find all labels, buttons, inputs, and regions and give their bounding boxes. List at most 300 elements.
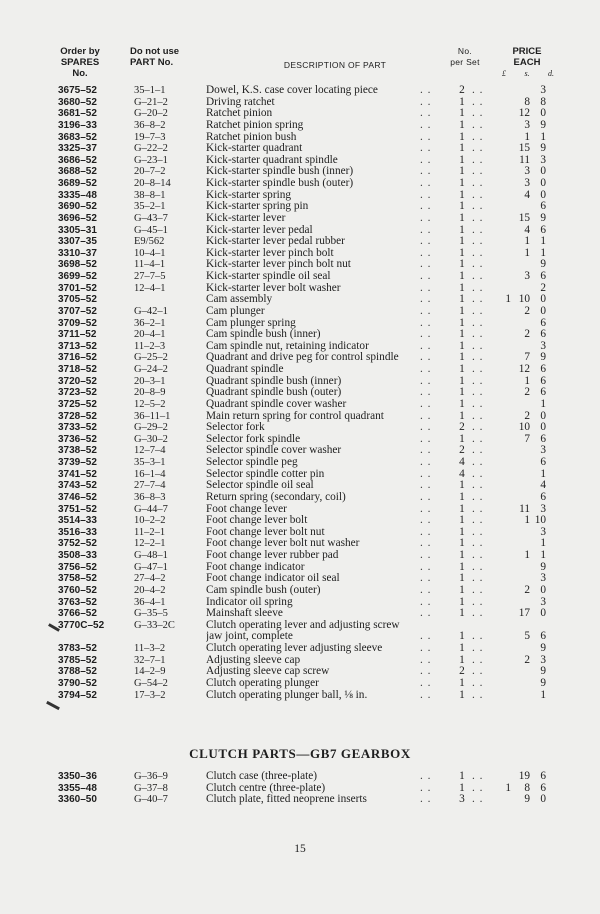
header-description: DESCRIPTION OF PART [283, 60, 387, 70]
old-part-number: G–48–1 [134, 550, 168, 561]
price-pence: 6 [540, 200, 546, 213]
leader-dots: . . [472, 328, 484, 341]
order-number: 3701–52 [58, 282, 97, 294]
part-description: Clutch plate, fitted neoprene inserts [206, 794, 370, 806]
quantity-per-set: 1 [459, 118, 465, 131]
leader-dots: . . [420, 397, 432, 410]
leader-dots: . . [472, 107, 484, 120]
leader-dots: . . [472, 653, 484, 666]
old-part-number: G–44–7 [134, 503, 168, 515]
quantity-per-set: 1 [459, 583, 465, 596]
price-shillings: 5 [524, 630, 530, 643]
price-pence: 0 [540, 409, 546, 422]
leader-dots: . . [420, 560, 432, 573]
leader-dots: . . [420, 316, 432, 329]
quantity-per-set: 1 [459, 142, 465, 155]
price-pence: 1 [540, 467, 546, 480]
old-part-number: G–40–7 [134, 794, 168, 806]
table-row [0, 469, 600, 481]
old-part-number: 11–4–1 [134, 259, 166, 271]
price-shillings: 1 [524, 374, 530, 387]
old-part-number: 20–4–1 [134, 329, 166, 341]
order-number: 3783–52 [58, 643, 97, 654]
price-pence: 1 [540, 246, 546, 259]
price-pence: 6 [540, 781, 546, 794]
table-row [0, 492, 600, 504]
quantity-per-set: 1 [459, 95, 465, 108]
header-per-set-line2: per Set [450, 57, 480, 67]
leader-dots: . . [472, 211, 484, 224]
quantity-per-set: 1 [459, 293, 465, 306]
leader-dots: . . [420, 525, 432, 538]
order-number: 3716–52 [58, 352, 97, 364]
old-part-number: 12–5–2 [134, 398, 166, 410]
header-order-by: Order by [60, 46, 100, 57]
order-number: 3325–37 [58, 143, 97, 155]
quantity-per-set: 1 [459, 130, 465, 143]
part-description: Clutch operating plunger ball, ⅛ in. [206, 690, 370, 702]
order-number: 3718–52 [58, 364, 97, 375]
part-description: Foot change lever [206, 504, 290, 516]
header-do-not-use-line1: Do not use [130, 46, 180, 57]
order-number: 3790–52 [58, 677, 97, 689]
quantity-per-set: 1 [459, 490, 465, 503]
quantity-per-set: 1 [459, 514, 465, 527]
leader-dots: . . [420, 770, 432, 782]
leader-dots: . . [420, 339, 432, 352]
price-shillings: 3 [524, 118, 530, 131]
part-description: Ratchet pinion spring [206, 120, 306, 132]
price-shillings: 4 [524, 223, 530, 236]
old-part-number: 10–4–1 [134, 247, 166, 259]
price-shillings: 1 [524, 235, 530, 248]
leader-dots: . . [420, 165, 432, 178]
leader-dots: . . [472, 676, 484, 689]
quantity-per-set: 1 [459, 572, 465, 585]
order-number: 3355–48 [58, 782, 97, 794]
price-pence: 9 [540, 665, 546, 678]
old-part-number: 12–7–4 [134, 445, 166, 457]
leader-dots: . . [420, 130, 432, 143]
table-row [0, 387, 600, 399]
quantity-per-set: 1 [459, 258, 465, 271]
part-description: Clutch operating lever adjusting sleeve [206, 643, 385, 655]
part-description: Cam assembly [206, 294, 275, 306]
order-number: 3688–52 [58, 166, 97, 178]
price-pence: 6 [540, 223, 546, 236]
leader-dots: . . [472, 304, 484, 317]
price-pence: 6 [540, 316, 546, 329]
old-part-number: 36–2–1 [134, 317, 166, 329]
leader-dots: . . [472, 549, 484, 561]
price-shillings: 2 [524, 583, 530, 596]
leader-dots: . . [420, 246, 432, 259]
table-row [0, 457, 600, 469]
header-order-by-spares-no [52, 46, 108, 79]
leader-dots: . . [420, 118, 432, 131]
leader-dots: . . [420, 374, 432, 387]
part-description: Cam spindle bush (inner) [206, 329, 324, 341]
part-description: Kick-starter spring [206, 190, 294, 202]
table-row [0, 271, 600, 283]
order-number: 3690–52 [58, 201, 97, 213]
table-row [0, 608, 600, 620]
price-pence: 8 [540, 95, 546, 108]
price-pence: 3 [540, 502, 546, 515]
order-number: 3683–52 [58, 131, 97, 143]
leader-dots: . . [420, 583, 432, 596]
table-row [0, 434, 600, 446]
order-number: 3696–52 [58, 212, 97, 224]
old-part-number: 32–7–1 [134, 654, 166, 666]
price-pence: 1 [540, 688, 546, 701]
order-number: 3738–52 [58, 445, 97, 457]
part-description: Selector spindle oil seal [206, 480, 317, 492]
table-row [0, 631, 600, 643]
price-pence: 9 [540, 560, 546, 573]
leader-dots: . . [420, 432, 432, 445]
leader-dots: . . [420, 444, 432, 457]
order-number: 3763–52 [58, 596, 97, 608]
leader-dots: . . [472, 95, 484, 108]
quantity-per-set: 1 [459, 642, 465, 654]
price-pence: 1 [540, 549, 546, 561]
old-part-number: 36–8–3 [134, 491, 166, 503]
old-part-number: 16–1–4 [134, 468, 166, 480]
table-row [0, 155, 600, 167]
part-description: Cam plunger spring [206, 318, 299, 330]
order-number: 3310–37 [58, 247, 97, 259]
old-part-number: 36–8–2 [134, 119, 166, 131]
part-description: Foot change lever rubber pad [206, 550, 341, 562]
part-description: Selector fork [206, 422, 268, 434]
leader-dots: . . [420, 502, 432, 515]
price-pence: 6 [540, 386, 546, 399]
quantity-per-set: 4 [459, 467, 465, 480]
leader-dots: . . [420, 177, 432, 189]
leader-dots: . . [472, 793, 484, 806]
leader-dots: . . [472, 118, 484, 131]
table-row [0, 538, 600, 550]
price-pence: 0 [540, 583, 546, 596]
quantity-per-set: 1 [459, 386, 465, 399]
quantity-per-set: 1 [459, 409, 465, 422]
leader-dots: . . [472, 246, 484, 259]
old-part-number: G–30–2 [134, 433, 168, 445]
leader-dots: . . [472, 270, 484, 282]
part-description: Kick-starter quadrant spindle [206, 155, 341, 167]
order-number: 3707–52 [58, 305, 97, 317]
part-description: Quadrant spindle [206, 364, 287, 376]
order-number: 3751–52 [58, 503, 97, 515]
order-number: 3196–33 [58, 119, 97, 131]
price-pence: 6 [540, 432, 546, 445]
quantity-per-set: 1 [459, 304, 465, 317]
part-description: Cam spindle nut, retaining indicator [206, 341, 372, 353]
part-description: Selector spindle peg [206, 457, 301, 469]
table-row [0, 225, 600, 237]
leader-dots: . . [472, 177, 484, 189]
leader-dots: . . [420, 456, 432, 468]
order-number: 3305–31 [58, 224, 97, 236]
order-number: 3752–52 [58, 538, 97, 550]
leader-dots: . . [472, 351, 484, 364]
leader-dots: . . [472, 397, 484, 410]
part-description: Kick-starter lever [206, 213, 288, 225]
order-number: 3728–52 [58, 410, 97, 422]
order-number: 3794–52 [58, 689, 97, 701]
table-row [0, 422, 600, 434]
part-description: Ratchet pinion [206, 108, 275, 120]
leader-dots: . . [420, 386, 432, 399]
table-row [0, 120, 600, 132]
leader-dots: . . [420, 211, 432, 224]
table-row [0, 655, 600, 667]
leader-dots: . . [472, 525, 484, 538]
quantity-per-set: 1 [459, 200, 465, 213]
table-row [0, 329, 600, 341]
leader-dots: . . [472, 514, 484, 527]
quantity-per-set: 1 [459, 153, 465, 166]
pencil-mark [46, 701, 60, 710]
leader-dots: . . [420, 630, 432, 643]
old-part-number: 17–3–2 [134, 689, 166, 701]
leader-dots: . . [472, 363, 484, 375]
price-pounds: 1 [505, 293, 511, 306]
leader-dots: . . [420, 549, 432, 561]
order-number: 3720–52 [58, 375, 97, 387]
price-pence: 6 [540, 363, 546, 375]
order-number: 3736–52 [58, 433, 97, 445]
old-part-number: 12–2–1 [134, 538, 166, 550]
leader-dots: . . [420, 490, 432, 503]
leader-dots: . . [420, 258, 432, 271]
price-pence: 0 [540, 188, 546, 201]
old-part-number: 27–7–5 [134, 271, 166, 282]
old-part-number: G–43–7 [134, 212, 168, 224]
leader-dots: . . [472, 560, 484, 573]
order-number: 3680–52 [58, 96, 97, 108]
table-row [0, 620, 600, 632]
old-part-number: 38–8–1 [134, 189, 166, 201]
leader-dots: . . [420, 84, 432, 96]
leader-dots: . . [472, 200, 484, 213]
part-description: Selector fork spindle [206, 434, 303, 446]
table-row [0, 504, 600, 516]
leader-dots: . . [420, 328, 432, 341]
quantity-per-set: 2 [459, 665, 465, 678]
old-part-number: G–47–1 [134, 561, 168, 573]
leader-dots: . . [472, 421, 484, 434]
price-pence: 3 [540, 653, 546, 666]
leader-dots: . . [420, 304, 432, 317]
old-part-number: G–24–2 [134, 364, 168, 375]
old-part-number: 11–3–2 [134, 643, 166, 654]
order-number: 3681–52 [58, 108, 97, 120]
leader-dots: . . [472, 665, 484, 678]
table-row [0, 294, 600, 306]
price-pence: 9 [540, 118, 546, 131]
quantity-per-set: 1 [459, 630, 465, 643]
price-pence: 9 [540, 676, 546, 689]
order-number: 3725–52 [58, 398, 97, 410]
price-shillings: 10 [518, 293, 530, 306]
price-pence: 0 [540, 793, 546, 806]
price-shillings: 1 [524, 514, 530, 527]
price-pence: 0 [540, 607, 546, 620]
price-shillings: 2 [524, 328, 530, 341]
price-pence: 0 [540, 304, 546, 317]
order-number: 3360–50 [58, 794, 97, 806]
part-description: Kick-starter lever pinch bolt [206, 248, 337, 260]
old-part-number: 20–8–14 [134, 178, 171, 189]
leader-dots: . . [472, 374, 484, 387]
part-description: Adjusting sleeve cap screw [206, 666, 332, 678]
order-number: 3709–52 [58, 317, 97, 329]
part-description: Ratchet pinion bush [206, 132, 299, 144]
old-part-number: 11–2–1 [134, 526, 166, 538]
price-pounds: 1 [505, 781, 511, 794]
header-no: No. [72, 68, 88, 79]
leader-dots: . . [420, 653, 432, 666]
price-shillings: 4 [524, 188, 530, 201]
price-pence: 3 [540, 339, 546, 352]
part-description: Quadrant spindle bush (outer) [206, 387, 344, 399]
order-number: 3335–48 [58, 189, 97, 201]
table-row [0, 213, 600, 225]
old-part-number: 27–7–4 [134, 480, 166, 492]
leader-dots: . . [472, 165, 484, 178]
table-row [0, 597, 600, 609]
leader-dots: . . [420, 142, 432, 155]
table-row [0, 201, 600, 213]
old-part-number: G–45–1 [134, 224, 168, 236]
table-row [0, 178, 600, 190]
leader-dots: . . [420, 95, 432, 108]
price-shillings: 2 [524, 653, 530, 666]
leader-dots: . . [420, 421, 432, 434]
price-pence: 3 [540, 595, 546, 608]
header-price: PRICE [512, 46, 542, 57]
table-row [0, 364, 600, 376]
order-number: 3705–52 [58, 294, 97, 306]
quantity-per-set: 1 [459, 525, 465, 538]
quantity-per-set: 1 [459, 363, 465, 375]
price-pence: 6 [540, 374, 546, 387]
order-number: 3699–52 [58, 271, 97, 282]
header-per-set-line1: No. [457, 46, 473, 56]
price-shillings: 9 [524, 793, 530, 806]
clutch-section-title: CLUTCH PARTS—GB7 GEARBOX [189, 746, 411, 761]
leader-dots: . . [472, 235, 484, 248]
price-shillings: 2 [524, 409, 530, 422]
part-description: Indicator oil spring [206, 597, 296, 609]
table-row [0, 445, 600, 457]
table-row [0, 318, 600, 330]
old-part-number: 27–4–2 [134, 573, 166, 585]
price-pence: 10 [534, 514, 546, 527]
table-row [0, 666, 600, 678]
order-number: 3741–52 [58, 468, 97, 480]
leader-dots: . . [420, 467, 432, 480]
old-part-number: 20–4–2 [134, 584, 166, 596]
price-shillings: 1 [524, 549, 530, 561]
price-pence: 6 [540, 328, 546, 341]
quantity-per-set: 1 [459, 211, 465, 224]
price-pence: 6 [540, 270, 546, 282]
price-pence: 0 [540, 177, 546, 189]
header-price-each [500, 46, 554, 68]
leader-dots: . . [420, 642, 432, 654]
price-pence: 2 [540, 281, 546, 294]
part-description: Kick-starter lever pedal rubber [206, 236, 348, 248]
price-shillings: 8 [524, 781, 530, 794]
leader-dots: . . [420, 595, 432, 608]
order-number: 3743–52 [58, 480, 97, 492]
part-description: Kick-starter quadrant [206, 143, 305, 155]
price-pence: 9 [540, 258, 546, 271]
leader-dots: . . [472, 688, 484, 701]
leader-dots: . . [420, 514, 432, 527]
table-row [0, 352, 600, 364]
quantity-per-set: 1 [459, 107, 465, 120]
price-pence: 4 [540, 479, 546, 492]
price-pence: 1 [540, 397, 546, 410]
order-number: 3739–52 [58, 457, 97, 468]
leader-dots: . . [472, 572, 484, 585]
order-number: 3723–52 [58, 387, 97, 399]
part-description: jaw joint, complete [206, 631, 296, 643]
quantity-per-set: 1 [459, 339, 465, 352]
leader-dots: . . [420, 363, 432, 375]
part-description: Kick-starter spindle oil seal [206, 271, 334, 283]
leader-dots: . . [472, 630, 484, 643]
leader-dots: . . [420, 293, 432, 306]
order-number: 3788–52 [58, 666, 97, 678]
old-part-number: G–33–2C [134, 619, 175, 631]
price-pence: 3 [540, 572, 546, 585]
price-shillings: 11 [519, 502, 530, 515]
part-description: Clutch operating lever and adjusting screw [206, 620, 403, 632]
old-part-number: G–23–1 [134, 154, 168, 166]
old-part-number: G–29–2 [134, 422, 168, 434]
quantity-per-set: 1 [459, 607, 465, 620]
order-number: 3711–52 [58, 329, 97, 341]
leader-dots: . . [420, 188, 432, 201]
quantity-per-set: 1 [459, 653, 465, 666]
order-number: 3758–52 [58, 573, 97, 585]
quantity-per-set: 1 [459, 770, 465, 782]
part-description: Foot change lever bolt nut [206, 527, 328, 539]
price-shillings: 10 [518, 421, 530, 434]
quantity-per-set: 1 [459, 351, 465, 364]
table-row [0, 399, 600, 411]
page-number: 15 [294, 843, 306, 855]
price-shillings: 12 [518, 107, 530, 120]
price-shillings: 7 [524, 351, 530, 364]
order-number: 3350–36 [58, 771, 97, 782]
price-pence: 9 [540, 642, 546, 654]
quantity-per-set: 1 [459, 328, 465, 341]
table-row [0, 783, 600, 795]
part-description: Cam plunger [206, 306, 268, 318]
part-description: Clutch case (three-plate) [206, 771, 320, 783]
quantity-per-set: 1 [459, 595, 465, 608]
leader-dots: . . [472, 409, 484, 422]
table-row [0, 85, 600, 97]
table-row [0, 643, 600, 655]
quantity-per-set: 1 [459, 688, 465, 701]
